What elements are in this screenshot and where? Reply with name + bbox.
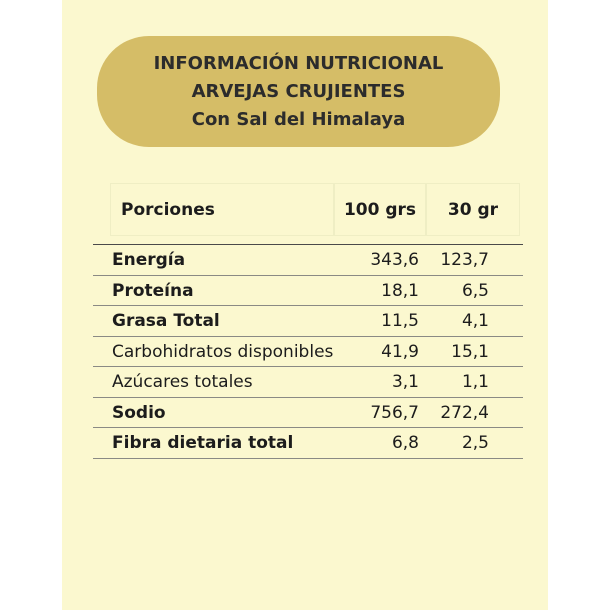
row-value-30g: 123,7 xyxy=(440,250,489,270)
row-value-30g: 1,1 xyxy=(461,372,489,392)
row-label: Proteína xyxy=(112,280,194,301)
table-row xyxy=(93,398,523,429)
row-value-30g: 6,5 xyxy=(461,280,489,301)
row-value-100g: 756,7 xyxy=(370,402,419,423)
row-value-30g: 15,1 xyxy=(451,341,489,362)
title-banner xyxy=(97,36,500,147)
row-value-100g: 11,5 xyxy=(381,311,419,331)
header-100g: 100 grs xyxy=(334,183,426,236)
row-value-100g: 18,1 xyxy=(381,280,419,301)
row-label: Grasa Total xyxy=(112,311,220,331)
row-value-30g: 4,1 xyxy=(461,311,489,331)
table-row xyxy=(93,367,523,398)
row-label: Sodio xyxy=(112,402,166,423)
table-header xyxy=(110,183,520,236)
row-value-100g: 343,6 xyxy=(370,250,419,270)
row-label: Azúcares totales xyxy=(112,372,253,392)
title-line-3: Con Sal del Himalaya xyxy=(191,109,406,130)
table-row xyxy=(93,245,523,276)
table-row xyxy=(93,276,523,307)
table-row xyxy=(93,337,523,368)
table-row xyxy=(93,306,523,337)
title-line-1: INFORMACIÓN NUTRICIONAL xyxy=(153,53,444,74)
row-label: Energía xyxy=(112,250,186,270)
title-line-2: ARVEJAS CRUJIENTES xyxy=(191,81,406,102)
row-value-100g: 3,1 xyxy=(391,372,419,392)
row-value-100g: 6,8 xyxy=(391,433,419,453)
header-30g: 30 gr xyxy=(426,183,520,236)
table-row xyxy=(93,428,523,459)
row-value-30g: 2,5 xyxy=(461,433,489,453)
row-value-30g: 272,4 xyxy=(440,402,489,423)
row-label: Fibra dietaria total xyxy=(112,433,294,453)
row-label: Carbohidratos disponibles xyxy=(112,341,334,362)
header-porciones: Porciones xyxy=(110,183,334,236)
nutrition-rows xyxy=(93,244,523,459)
row-value-100g: 41,9 xyxy=(381,341,419,362)
